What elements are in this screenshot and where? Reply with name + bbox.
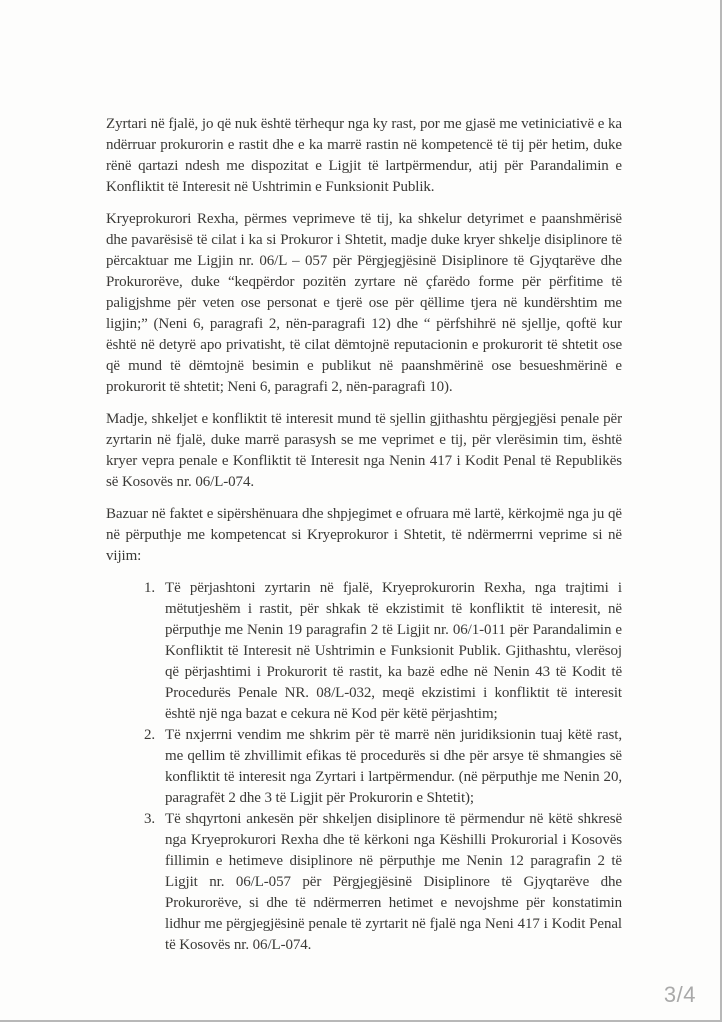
list-item-number: 2. [144, 727, 156, 743]
list-item [106, 725, 622, 809]
list-item-text: Të nxjerrni vendim me shkrim për të marrë nën juridiksionin tuaj këtë rast, me qellim të zhvillimit efikas të procedurës si dhe për arsye të shmangies së konfliktit të interesit nga Zyrtari i lartpërmendur. (në përputhje me Nenin 20, paragrafët 2 dhe 3 të Ligjit për Prokurorin e Shtetit); [165, 727, 622, 806]
paragraph-disciplinary-violation: Kryeprokurori Rexha, përmes veprimeve të tij, ka shkelur detyrimet e paanshmërisë dhe pavarësisë të cilat i ka si Prokuror i Shtetit, madje duke kryer shkelje disiplinore të përcaktuar me Ligjin nr. 06/L – 057 për Përgjegjësinë Disiplinore të Gjyqtarëve dhe Prokurorëve, duke “keqpërdor pozitën zyrtare në çfarëdo forme për përfitime të paligjshme për veten ose personat e tjerë ose për qëllime tjera në kundërshtim me ligjin;” (Neni 6, paragrafi 2, nën-paragrafi 12) dhe “ përfshihrë në sjellje, qoftë kur është në detyrë apo privatisht, të cilat dëmtojnë reputacionin e prokurorit të shtetit ose që mund të dëmtojnë besimin e publikut në paanshmërinë ose besueshmërinë e prokurorit të shtetit; Neni 6, paragrafi 2, nën-paragrafi 10). [106, 211, 622, 395]
document-body [106, 114, 622, 956]
list-item-number: 3. [144, 811, 156, 827]
list-item-text: Të shqyrtoni ankesën për shkeljen disiplinore të përmendur në këtë shkresë nga Kryeprokurori Rexha dhe të kërkoni nga Këshilli Prokurorial i Kosovës fillimin e hetimeve disiplinore në përputhje me Nenin 12 paragrafin 2 të Ligjit nr. 06/L-057 për Përgjegjësinë Disiplinore të Gjyqtarëve dhe Prokurorëve, si dhe të ndërmerren hetimet e nevojshme për konstatimin lidhur me përgjegjësinë penale të zyrtarit në fjalë nga Neni 417 i Kodit Penal të Kosovës nr. 06/L-074. [165, 811, 622, 953]
paragraph-criminal-liability: Madje, shkeljet e konfliktit të interesit mund të sjellin gjithashtu përgjegjësi penale për zyrtarin në fjalë, duke marrë parasysh se me veprimet e tij, për vlerësimin tim, është kryer vepra penale e Konfliktit të Interesit nga Nenin 417 i Kodit Penal të Republikës së Kosovës nr. 06/L-074. [106, 411, 622, 490]
page-indicator: 3/4 [663, 982, 696, 1007]
list-item [106, 578, 622, 725]
paragraph-request-intro: Bazuar në faktet e sipërshënuara dhe shpjegimet e ofruara më lartë, kërkojmë nga ju që në përputhje me kompetencat si Kryeprokuror i Shtetit, të ndërmerrni veprime si në vijim: [106, 506, 622, 564]
paragraph-official-conflict: Zyrtari në fjalë, jo që nuk është tërhequr nga ky rast, por me gjasë me vetiniciativë e ka ndërruar prokurorin e rastit dhe e ka marrë rastin në kompetencë të tij për hetim, duke rënë qartazi ndesh me dispozitat e Ligjit të lartpërmendur, atij për Parandalimin e Konfliktit të Interesit në Ushtrimin e Funksionit Publik. [106, 116, 622, 195]
list-item-text: Të përjashtoni zyrtarin në fjalë, Kryeprokurorin Rexha, nga trajtimi i mëtutjeshëm i rastit, për shkak të ekzistimit të konfliktit të interesit, në përputhje me Nenin 19 paragrafin 2 të Ligjit nr. 06/1-011 për Parandalimin e Konfliktit të Interesit në Ushtrimin e Funksionit Publik. Gjithashtu, vlerësoj që përjashtimi i Prokurorit të rastit, ka bazë edhe në Nenin 43 të Kodit të Procedurës Penale NR. 08/L-032, meqë ekzistimi i konfliktit të interesit është një nga bazat e cekura në Kod për këtë përjashtim; [165, 580, 622, 722]
list-item [106, 809, 622, 956]
list-item-number: 1. [144, 580, 156, 596]
request-list [106, 578, 622, 956]
